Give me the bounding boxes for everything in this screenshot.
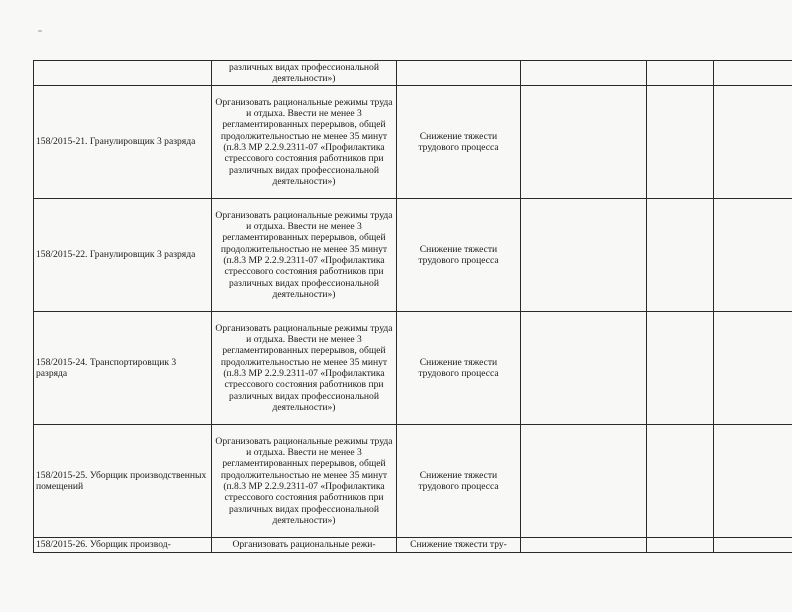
goal-cell: Снижение тяжести трудового процесса — [397, 425, 521, 538]
empty-cell — [714, 425, 792, 538]
workplace-cell: 158/2015-22. Гранулировщик 3 разряда — [34, 199, 212, 312]
empty-cell — [714, 61, 792, 86]
measure-cell: Организовать рациональные режимы труда и отдыха. Ввести не менее 3 регламентированных перерывов, общей продолжительностью не менее 35 минут (п.8.3 МР 2.2.9.2311-07 «Профилактика стрессового состояния работников при различных видах профессиональной деятельности») — [212, 425, 397, 538]
measure-cell: Организовать рациональные режимы труда и отдыха. Ввести не менее 3 регламентированных перерывов, общей продолжительностью не менее 35 минут (п.8.3 МР 2.2.9.2311-07 «Профилактика стрессового состояния работников при различных видах профессиональной деятельности») — [212, 199, 397, 312]
goal-cell — [397, 61, 521, 86]
table-row-continued — [34, 61, 792, 86]
table-row — [34, 312, 792, 425]
table-row — [34, 199, 792, 312]
measure-cell: Организовать рациональные режимы труда и отдыха. Ввести не менее 3 регламентированных перерывов, общей продолжительностью не менее 35 минут (п.8.3 МР 2.2.9.2311-07 «Профилактика стрессового состояния работников при различных видах профессиональной деятельности») — [212, 312, 397, 425]
empty-cell — [647, 86, 714, 199]
scan-artifact — [38, 30, 42, 32]
empty-cell — [521, 86, 647, 199]
workplace-cell: 158/2015-25. Уборщик производственных помещений — [34, 425, 212, 538]
measures-table — [33, 60, 792, 553]
workplace-cell: 158/2015-21. Гранулировщик 3 разряда — [34, 86, 212, 199]
empty-cell — [714, 538, 792, 553]
empty-cell — [647, 425, 714, 538]
empty-cell — [647, 312, 714, 425]
goal-cell: Снижение тяжести тру- — [397, 538, 521, 553]
goal-cell: Снижение тяжести трудового процесса — [397, 312, 521, 425]
table-row — [34, 425, 792, 538]
table-row — [34, 86, 792, 199]
empty-cell — [521, 61, 647, 86]
empty-cell — [714, 312, 792, 425]
goal-cell: Снижение тяжести трудового процесса — [397, 199, 521, 312]
empty-cell — [521, 425, 647, 538]
empty-cell — [714, 199, 792, 312]
measure-cell: Организовать рациональные режи- — [212, 538, 397, 553]
workplace-cell: 158/2015-24. Транспортировщик 3 разряда — [34, 312, 212, 425]
measure-cell: Организовать рациональные режимы труда и отдыха. Ввести не менее 3 регламентированных перерывов, общей продолжительностью не менее 35 минут (п.8.3 МР 2.2.9.2311-07 «Профилактика стрессового состояния работников при различных видах профессиональной деятельности») — [212, 86, 397, 199]
table-row-partial — [34, 538, 792, 553]
workplace-cell: 158/2015-26. Уборщик производ- — [34, 538, 212, 553]
empty-cell — [647, 199, 714, 312]
measure-cell: различных видах профессиональной деятельности») — [212, 61, 397, 86]
empty-cell — [647, 538, 714, 553]
workplace-cell — [34, 61, 212, 86]
empty-cell — [647, 61, 714, 86]
goal-cell: Снижение тяжести трудового процесса — [397, 86, 521, 199]
empty-cell — [521, 312, 647, 425]
empty-cell — [521, 538, 647, 553]
empty-cell — [714, 86, 792, 199]
empty-cell — [521, 199, 647, 312]
